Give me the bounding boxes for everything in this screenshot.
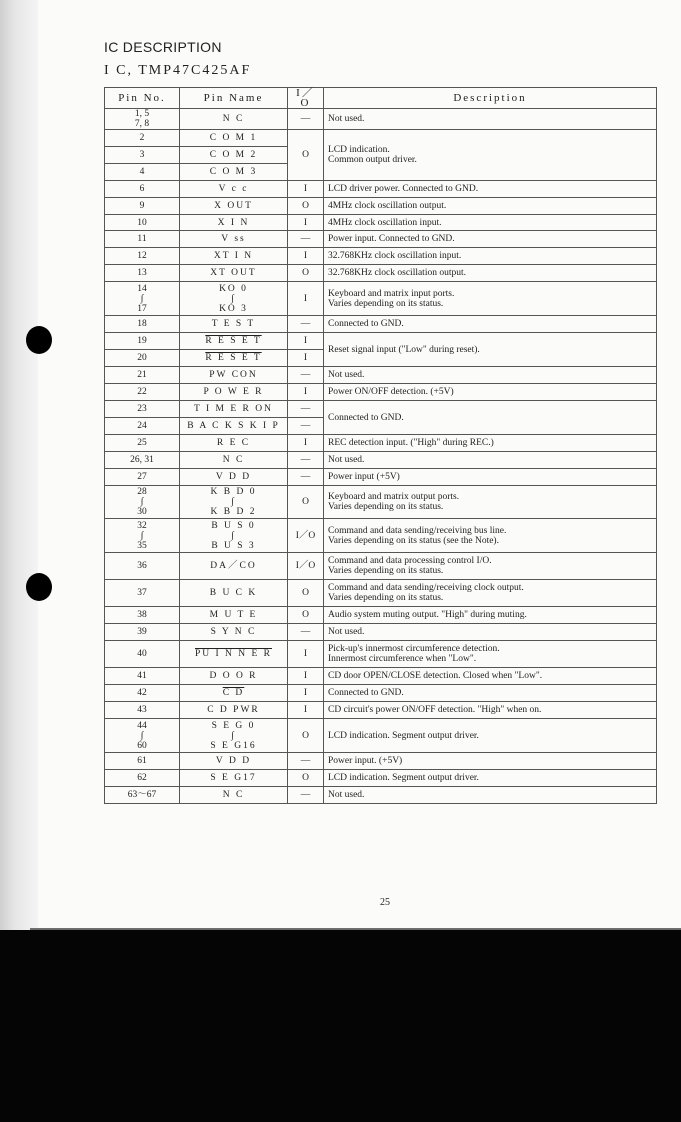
pin-name bbox=[180, 265, 288, 282]
pin-description: Power input. Connected to GND. bbox=[324, 231, 657, 248]
pin-number: 19 bbox=[105, 333, 180, 350]
pin-name bbox=[180, 787, 288, 804]
pin-name-text: B A C K S K I P bbox=[187, 421, 280, 431]
pin-name bbox=[180, 418, 288, 435]
pin-description: LCD indication. Common output driver. bbox=[324, 130, 657, 181]
pin-io: O bbox=[288, 580, 324, 607]
pin-name bbox=[180, 641, 288, 668]
pin-description: Connected to GND. bbox=[324, 316, 657, 333]
section-heading: IC DESCRIPTION bbox=[104, 39, 222, 55]
pin-name-text: R E S E T bbox=[205, 353, 262, 363]
table-row bbox=[105, 384, 657, 401]
pin-name bbox=[180, 215, 288, 231]
pin-description: Power input. (+5V) bbox=[324, 753, 657, 770]
pin-description: CD door OPEN/CLOSE detection. Closed when "Low". bbox=[324, 668, 657, 685]
pin-io: — bbox=[288, 787, 324, 804]
pin-number: 22 bbox=[105, 384, 180, 401]
pin-table-body bbox=[105, 109, 657, 804]
pin-name bbox=[180, 580, 288, 607]
pin-number: 61 bbox=[105, 753, 180, 770]
table-row bbox=[105, 130, 657, 147]
pin-description: 4MHz clock oscillation input. bbox=[324, 215, 657, 231]
table-row bbox=[105, 316, 657, 333]
table-row bbox=[105, 770, 657, 787]
pin-io: O bbox=[288, 770, 324, 787]
pin-name-text: T I M E R ON bbox=[194, 404, 273, 414]
pin-name-text: PW CON bbox=[209, 370, 258, 380]
pin-name bbox=[180, 519, 288, 553]
table-row bbox=[105, 265, 657, 282]
pin-name bbox=[180, 624, 288, 641]
pin-name bbox=[180, 130, 288, 147]
pin-number: 3 bbox=[105, 147, 180, 164]
table-row bbox=[105, 787, 657, 804]
pin-io: I bbox=[288, 668, 324, 685]
table-row bbox=[105, 109, 657, 130]
pin-number: 25 bbox=[105, 435, 180, 452]
pin-name bbox=[180, 452, 288, 469]
pin-io: I bbox=[288, 215, 324, 231]
pin-io: — bbox=[288, 367, 324, 384]
pin-description: Connected to GND. bbox=[324, 401, 657, 435]
pin-number: 12 bbox=[105, 248, 180, 265]
pin-io: I bbox=[288, 685, 324, 702]
pin-number: 42 bbox=[105, 685, 180, 702]
pin-description: LCD indication. Segment output driver. bbox=[324, 770, 657, 787]
pin-description: REC detection input. ("High" during REC.) bbox=[324, 435, 657, 452]
pin-name-text: KO 0 ∫ KO 3 bbox=[219, 283, 248, 314]
pin-description: CD circuit's power ON/OFF detection. "High" when on. bbox=[324, 702, 657, 719]
pin-description: Command and data sending/receiving bus line. Varies depending on its status (see the Note). bbox=[324, 519, 657, 553]
pin-name-text: DA／CO bbox=[210, 561, 257, 571]
pin-name bbox=[180, 164, 288, 181]
pin-io: O bbox=[288, 486, 324, 519]
scan-left-edge bbox=[0, 0, 38, 960]
pin-io: — bbox=[288, 316, 324, 333]
pin-number: 38 bbox=[105, 607, 180, 624]
pin-number: 18 bbox=[105, 316, 180, 333]
pin-io: I bbox=[288, 282, 324, 316]
pin-name-text: XT I N bbox=[213, 251, 254, 261]
header-io: I／O bbox=[288, 88, 324, 109]
table-row bbox=[105, 231, 657, 248]
pin-name-text: X I N bbox=[217, 217, 250, 228]
table-row bbox=[105, 624, 657, 641]
scan-background bbox=[0, 930, 681, 1122]
table-row bbox=[105, 469, 657, 486]
pin-number: 62 bbox=[105, 770, 180, 787]
pin-description: Connected to GND. bbox=[324, 685, 657, 702]
pin-name bbox=[180, 607, 288, 624]
pin-name bbox=[180, 350, 288, 367]
pin-number: 9 bbox=[105, 198, 180, 215]
pin-io: — bbox=[288, 469, 324, 486]
pin-name bbox=[180, 248, 288, 265]
table-header-row bbox=[105, 88, 657, 109]
pin-name-text: M U T E bbox=[209, 610, 258, 620]
pin-number: 24 bbox=[105, 418, 180, 435]
pin-number: 27 bbox=[105, 469, 180, 486]
table-row bbox=[105, 719, 657, 753]
pin-io: I／O bbox=[288, 519, 324, 553]
pin-description: Power ON/OFF detection. (+5V) bbox=[324, 384, 657, 401]
table-row bbox=[105, 282, 657, 316]
table-row bbox=[105, 753, 657, 770]
pin-number: 23 bbox=[105, 401, 180, 418]
punch-hole-bottom bbox=[26, 573, 52, 601]
pin-name bbox=[180, 282, 288, 316]
pin-io: I bbox=[288, 435, 324, 452]
pin-io: O bbox=[288, 265, 324, 282]
pin-name-text: X OUT bbox=[214, 201, 253, 211]
table-row bbox=[105, 685, 657, 702]
pin-name-text: C D bbox=[222, 688, 245, 698]
pin-description: Keyboard and matrix input ports. Varies depending on its status. bbox=[324, 282, 657, 316]
pin-description: 4MHz clock oscillation output. bbox=[324, 198, 657, 215]
pin-description: Reset signal input ("Low" during reset). bbox=[324, 333, 657, 367]
pin-name-text: N C bbox=[222, 790, 245, 800]
pin-name bbox=[180, 435, 288, 452]
pin-name-text: V D D bbox=[215, 472, 252, 482]
pin-name bbox=[180, 109, 288, 130]
table-row bbox=[105, 486, 657, 519]
pin-description: Not used. bbox=[324, 452, 657, 469]
pin-name-text: C O M 3 bbox=[209, 167, 258, 177]
pin-name bbox=[180, 316, 288, 333]
pin-name bbox=[180, 685, 288, 702]
pin-name-text: K B D 0 ∫ K B D 2 bbox=[210, 487, 257, 517]
pin-number: 10 bbox=[105, 215, 180, 231]
pin-name-text: N C bbox=[222, 114, 245, 124]
pin-number: 2 bbox=[105, 130, 180, 147]
table-row bbox=[105, 215, 657, 231]
table-row bbox=[105, 452, 657, 469]
table-row bbox=[105, 668, 657, 685]
pin-number: 13 bbox=[105, 265, 180, 282]
pin-io: O bbox=[288, 130, 324, 181]
pin-name bbox=[180, 719, 288, 753]
pin-name-text: C D PWR bbox=[207, 705, 260, 715]
pin-name-text: B U C K bbox=[209, 588, 258, 598]
pin-name-text: C O M 1 bbox=[209, 133, 258, 143]
pin-name bbox=[180, 198, 288, 215]
table-row bbox=[105, 401, 657, 418]
table-row bbox=[105, 641, 657, 668]
pin-number: 26, 31 bbox=[105, 452, 180, 469]
pin-description: Command and data sending/receiving clock output. Varies depending on its status. bbox=[324, 580, 657, 607]
pin-name bbox=[180, 384, 288, 401]
pin-description: LCD driver power. Connected to GND. bbox=[324, 181, 657, 198]
pin-io: — bbox=[288, 418, 324, 435]
pin-name bbox=[180, 469, 288, 486]
pin-name bbox=[180, 181, 288, 198]
pin-name bbox=[180, 753, 288, 770]
pin-name-text: C O M 2 bbox=[209, 150, 258, 160]
pin-io: O bbox=[288, 198, 324, 215]
table-row bbox=[105, 580, 657, 607]
pin-number: 36 bbox=[105, 553, 180, 580]
pin-number: 6 bbox=[105, 181, 180, 198]
table-row bbox=[105, 435, 657, 452]
pin-name-text: XT OUT bbox=[210, 268, 257, 278]
pin-name-text: B U S 0 ∫ B U S 3 bbox=[211, 520, 256, 551]
pin-name bbox=[180, 486, 288, 519]
page-number: 25 bbox=[380, 897, 390, 908]
pin-io: — bbox=[288, 231, 324, 248]
pin-name-text: S E G 0 ∫ S E G16 bbox=[210, 720, 257, 751]
table-row bbox=[105, 702, 657, 719]
table-row bbox=[105, 333, 657, 350]
pin-name bbox=[180, 702, 288, 719]
pin-name-text: P O W E R bbox=[203, 387, 264, 397]
pin-io: I bbox=[288, 333, 324, 350]
pin-number: 32 ∫ 35 bbox=[105, 519, 180, 553]
pin-number: 4 bbox=[105, 164, 180, 181]
pin-number: 20 bbox=[105, 350, 180, 367]
pin-name bbox=[180, 553, 288, 580]
pin-number: 21 bbox=[105, 367, 180, 384]
pin-number: 39 bbox=[105, 624, 180, 641]
pin-name bbox=[180, 770, 288, 787]
pin-name-text: S Y N C bbox=[210, 627, 257, 637]
table-row bbox=[105, 248, 657, 265]
pin-io: — bbox=[288, 753, 324, 770]
pin-name bbox=[180, 668, 288, 685]
header-pin-name: Pin Name bbox=[180, 88, 288, 109]
pin-number: 1, 5 7, 8 bbox=[105, 109, 180, 130]
pin-io: I／O bbox=[288, 553, 324, 580]
header-pin-no: Pin No. bbox=[105, 88, 180, 109]
pin-io: I bbox=[288, 384, 324, 401]
pin-io: I bbox=[288, 181, 324, 198]
pin-description: Command and data processing control I/O. Varies depending on its status. bbox=[324, 553, 657, 580]
pin-description: 32.768KHz clock oscillation output. bbox=[324, 265, 657, 282]
pin-name-text: V ss bbox=[221, 234, 246, 244]
pin-io: — bbox=[288, 401, 324, 418]
pin-number: 41 bbox=[105, 668, 180, 685]
pin-description: Not used. bbox=[324, 109, 657, 130]
pin-io: — bbox=[288, 109, 324, 130]
pin-number: 11 bbox=[105, 231, 180, 248]
table-row bbox=[105, 607, 657, 624]
table-row bbox=[105, 181, 657, 198]
pin-name-text: R E C bbox=[216, 438, 251, 448]
ic-title: I C, TMP47C425AF bbox=[104, 63, 252, 78]
pin-name-text: D O O R bbox=[209, 671, 258, 681]
pin-io: O bbox=[288, 719, 324, 753]
pin-number: 40 bbox=[105, 641, 180, 668]
pin-number: 43 bbox=[105, 702, 180, 719]
pin-description: LCD indication. Segment output driver. bbox=[324, 719, 657, 753]
pin-description: Not used. bbox=[324, 367, 657, 384]
pin-number: 14 ∫ 17 bbox=[105, 282, 180, 316]
pin-description: Pick-up's innermost circumference detection. Innermost circumference when "Low". bbox=[324, 641, 657, 668]
pin-name bbox=[180, 367, 288, 384]
pin-io: I bbox=[288, 248, 324, 265]
table-row bbox=[105, 553, 657, 580]
pin-name bbox=[180, 333, 288, 350]
pin-number: 28 ∫ 30 bbox=[105, 486, 180, 519]
pin-io: — bbox=[288, 452, 324, 469]
pin-name bbox=[180, 401, 288, 418]
pin-description: Audio system muting output. "High" during muting. bbox=[324, 607, 657, 624]
pin-number: 37 bbox=[105, 580, 180, 607]
pin-description: Power input (+5V) bbox=[324, 469, 657, 486]
pin-description: Not used. bbox=[324, 787, 657, 804]
pin-number: 44 ∫ 60 bbox=[105, 719, 180, 753]
pin-name-text: R E S E T bbox=[205, 336, 262, 346]
pin-name-text: T E S T bbox=[211, 319, 256, 329]
table-row bbox=[105, 367, 657, 384]
pin-name-text: V c c bbox=[218, 184, 249, 194]
pin-name-text: S E G17 bbox=[210, 773, 257, 783]
pin-name bbox=[180, 147, 288, 164]
pin-name bbox=[180, 231, 288, 248]
punch-hole-top bbox=[26, 326, 52, 354]
table-row bbox=[105, 198, 657, 215]
pin-number: 63〜67 bbox=[105, 787, 180, 804]
pin-io: I bbox=[288, 350, 324, 367]
pin-io: I bbox=[288, 641, 324, 668]
table-row bbox=[105, 519, 657, 553]
pin-table bbox=[104, 87, 657, 804]
pin-description: 32.768KHz clock oscillation input. bbox=[324, 248, 657, 265]
pin-name-text: PU I N N E R bbox=[194, 649, 273, 659]
header-description: Description bbox=[324, 88, 657, 109]
pin-name-text: N C bbox=[222, 455, 245, 465]
pin-name-text: V D D bbox=[215, 756, 252, 766]
pin-description: Keyboard and matrix output ports. Varies depending on its status. bbox=[324, 486, 657, 519]
pin-io: I bbox=[288, 702, 324, 719]
pin-io: — bbox=[288, 624, 324, 641]
pin-description: Not used. bbox=[324, 624, 657, 641]
pin-io: O bbox=[288, 607, 324, 624]
